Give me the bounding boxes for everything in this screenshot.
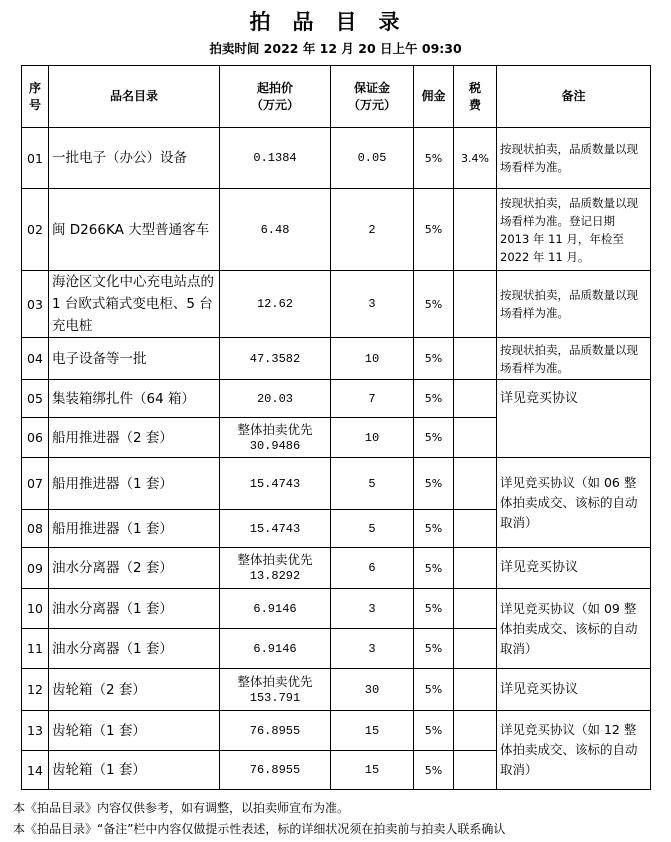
lot-start-price: 6.9146 <box>220 629 331 669</box>
lot-tax <box>454 669 497 711</box>
lot-no: 09 <box>22 548 49 589</box>
header-start-price: 起拍价 （万元） <box>220 66 331 128</box>
lot-deposit: 2 <box>331 189 414 271</box>
lot-deposit: 0.05 <box>331 128 414 189</box>
header-deposit: 保证金 （万元） <box>331 66 414 128</box>
lot-name: 船用推进器（2 套） <box>49 418 220 458</box>
lot-price-prefix: 整体拍卖优先 <box>237 421 313 437</box>
lot-start-price: 76.8955 <box>220 711 331 751</box>
lot-commission: 5% <box>414 510 454 548</box>
lot-deposit: 5 <box>331 458 414 510</box>
page-title: 拍品目录 <box>249 10 422 34</box>
lot-start-price: 0.1384 <box>220 128 331 189</box>
lot-deposit: 6 <box>331 548 414 589</box>
lot-commission: 5% <box>414 338 454 380</box>
lot-tax <box>454 629 497 669</box>
lot-tax <box>454 271 497 338</box>
lot-deposit: 15 <box>331 711 414 751</box>
lot-no: 14 <box>22 751 49 790</box>
lot-start-price: 47.3582 <box>220 338 331 380</box>
lot-price-prefix: 整体拍卖优先 <box>237 673 313 689</box>
lot-name: 船用推进器（1 套） <box>49 510 220 548</box>
lot-commission: 5% <box>414 380 454 418</box>
lot-commission: 5% <box>414 271 454 338</box>
table-row <box>22 338 651 380</box>
lot-name: 油水分离器（1 套） <box>49 629 220 669</box>
lot-remark: 按现状拍卖，品质数量以现场看样为准。登记日期 2013 年 11 月，年检至 2022 年 11 月。 <box>497 189 651 271</box>
auction-time: 拍卖时间 2022 年 12 月 20 日上午 09:30 <box>209 41 462 56</box>
table-row <box>22 271 651 338</box>
table-row <box>22 711 651 751</box>
table-row <box>22 128 651 189</box>
lot-commission: 5% <box>414 128 454 189</box>
table-row <box>22 380 651 418</box>
lot-remark: 详见竞买协议 <box>497 380 651 458</box>
lot-start-price: 6.9146 <box>220 589 331 629</box>
lot-remark: 详见竞买协议 <box>497 548 651 589</box>
lot-no: 07 <box>22 458 49 510</box>
lot-no: 05 <box>22 380 49 418</box>
lot-no: 06 <box>22 418 49 458</box>
lot-name: 船用推进器（1 套） <box>49 458 220 510</box>
lot-remark: 详见竞买协议 <box>497 669 651 711</box>
lot-start-price: 12.62 <box>220 271 331 338</box>
lot-name: 齿轮箱（1 套） <box>49 711 220 751</box>
lot-tax: 3.4% <box>454 128 497 189</box>
lot-start-price: 76.8955 <box>220 751 331 790</box>
lot-name: 齿轮箱（2 套） <box>49 669 220 711</box>
lot-start-price: 15.4743 <box>220 458 331 510</box>
lot-price-value: 153.791 <box>249 690 301 705</box>
lot-deposit: 3 <box>331 589 414 629</box>
lot-no: 04 <box>22 338 49 380</box>
lot-tax <box>454 751 497 790</box>
table-row <box>22 589 651 629</box>
lot-tax <box>454 510 497 548</box>
lot-name: 集装箱绑扎件（64 箱） <box>49 380 220 418</box>
lot-no: 08 <box>22 510 49 548</box>
lot-price-prefix: 整体拍卖优先 <box>237 552 313 567</box>
lot-commission: 5% <box>414 589 454 629</box>
table-row <box>22 548 651 589</box>
lot-name: 油水分离器（1 套） <box>49 589 220 629</box>
lot-name: 齿轮箱（1 套） <box>49 751 220 790</box>
lot-deposit: 3 <box>331 629 414 669</box>
footer-note-1: 本《拍品目录》内容仅供参考，如有调整，以拍卖师宣布为准。 <box>13 801 350 815</box>
lot-no: 13 <box>22 711 49 751</box>
lot-commission: 5% <box>414 458 454 510</box>
header-no: 序 号 <box>22 66 49 128</box>
lot-commission: 5% <box>414 548 454 589</box>
lot-commission: 5% <box>414 669 454 711</box>
lot-tax <box>454 548 497 589</box>
lot-deposit: 3 <box>331 271 414 338</box>
lot-remark: 详见竞买协议（如 12 整体拍卖成交、该标的自动取消） <box>497 711 651 790</box>
lot-name: 电子设备等一批 <box>49 338 220 380</box>
lot-no: 10 <box>22 589 49 629</box>
lot-deposit: 15 <box>331 751 414 790</box>
lot-remark: 按现状拍卖，品质数量以现场看样为准。 <box>497 271 651 338</box>
lot-start-price <box>220 669 331 711</box>
table-header-row <box>22 66 651 128</box>
lot-deposit: 5 <box>331 510 414 548</box>
lot-tax <box>454 380 497 418</box>
lot-price-value: 30.9486 <box>249 438 301 453</box>
lot-start-price: 6.48 <box>220 189 331 271</box>
lot-commission: 5% <box>414 751 454 790</box>
header-remark: 备注 <box>497 66 651 128</box>
lot-name: 一批电子（办公）设备 <box>49 128 220 189</box>
lot-tax <box>454 458 497 510</box>
lot-start-price: 20.03 <box>220 380 331 418</box>
table-row <box>22 189 651 271</box>
lot-commission: 5% <box>414 189 454 271</box>
lot-no: 02 <box>22 189 49 271</box>
lot-start-price: 15.4743 <box>220 510 331 548</box>
lot-price-value: 13.8292 <box>249 569 301 583</box>
lot-tax <box>454 418 497 458</box>
lot-name: 海沧区文化中心充电站点的 1 台欧式箱式变电柜、5 台充电桩 <box>49 271 220 338</box>
lot-name: 闽 D266KA 大型普通客车 <box>49 189 220 271</box>
lot-start-price <box>220 548 331 589</box>
lot-name: 油水分离器（2 套） <box>49 548 220 589</box>
lot-remark: 按现状拍卖，品质数量以现场看样为准。 <box>497 338 651 380</box>
lot-commission: 5% <box>414 629 454 669</box>
lot-tax <box>454 338 497 380</box>
lot-no: 11 <box>22 629 49 669</box>
lot-deposit: 30 <box>331 669 414 711</box>
lot-commission: 5% <box>414 418 454 458</box>
lot-deposit: 10 <box>331 418 414 458</box>
lot-start-price <box>220 418 331 458</box>
lot-commission: 5% <box>414 711 454 751</box>
lot-tax <box>454 711 497 751</box>
header-commission: 佣金 <box>414 66 454 128</box>
table-row <box>22 458 651 510</box>
header-name: 品名目录 <box>49 66 220 128</box>
lot-catalog-table <box>21 65 651 790</box>
table-row <box>22 669 651 711</box>
lot-no: 01 <box>22 128 49 189</box>
lot-no: 03 <box>22 271 49 338</box>
lot-deposit: 7 <box>331 380 414 418</box>
lot-remark: 详见竞买协议（如 09 整体拍卖成交、该标的自动取消） <box>497 589 651 669</box>
lot-tax <box>454 189 497 271</box>
footer-note-2: 本《拍品目录》“备注”栏中内容仅做提示性表述，标的详细状况须在拍卖前与拍卖人联系确认 <box>13 822 506 836</box>
lot-deposit: 10 <box>331 338 414 380</box>
lot-remark: 详见竞买协议（如 06 整体拍卖成交、该标的自动取消） <box>497 458 651 548</box>
header-tax: 税 费 <box>454 66 497 128</box>
lot-remark: 按现状拍卖，品质数量以现场看样为准。 <box>497 128 651 189</box>
lot-tax <box>454 589 497 629</box>
lot-no: 12 <box>22 669 49 711</box>
